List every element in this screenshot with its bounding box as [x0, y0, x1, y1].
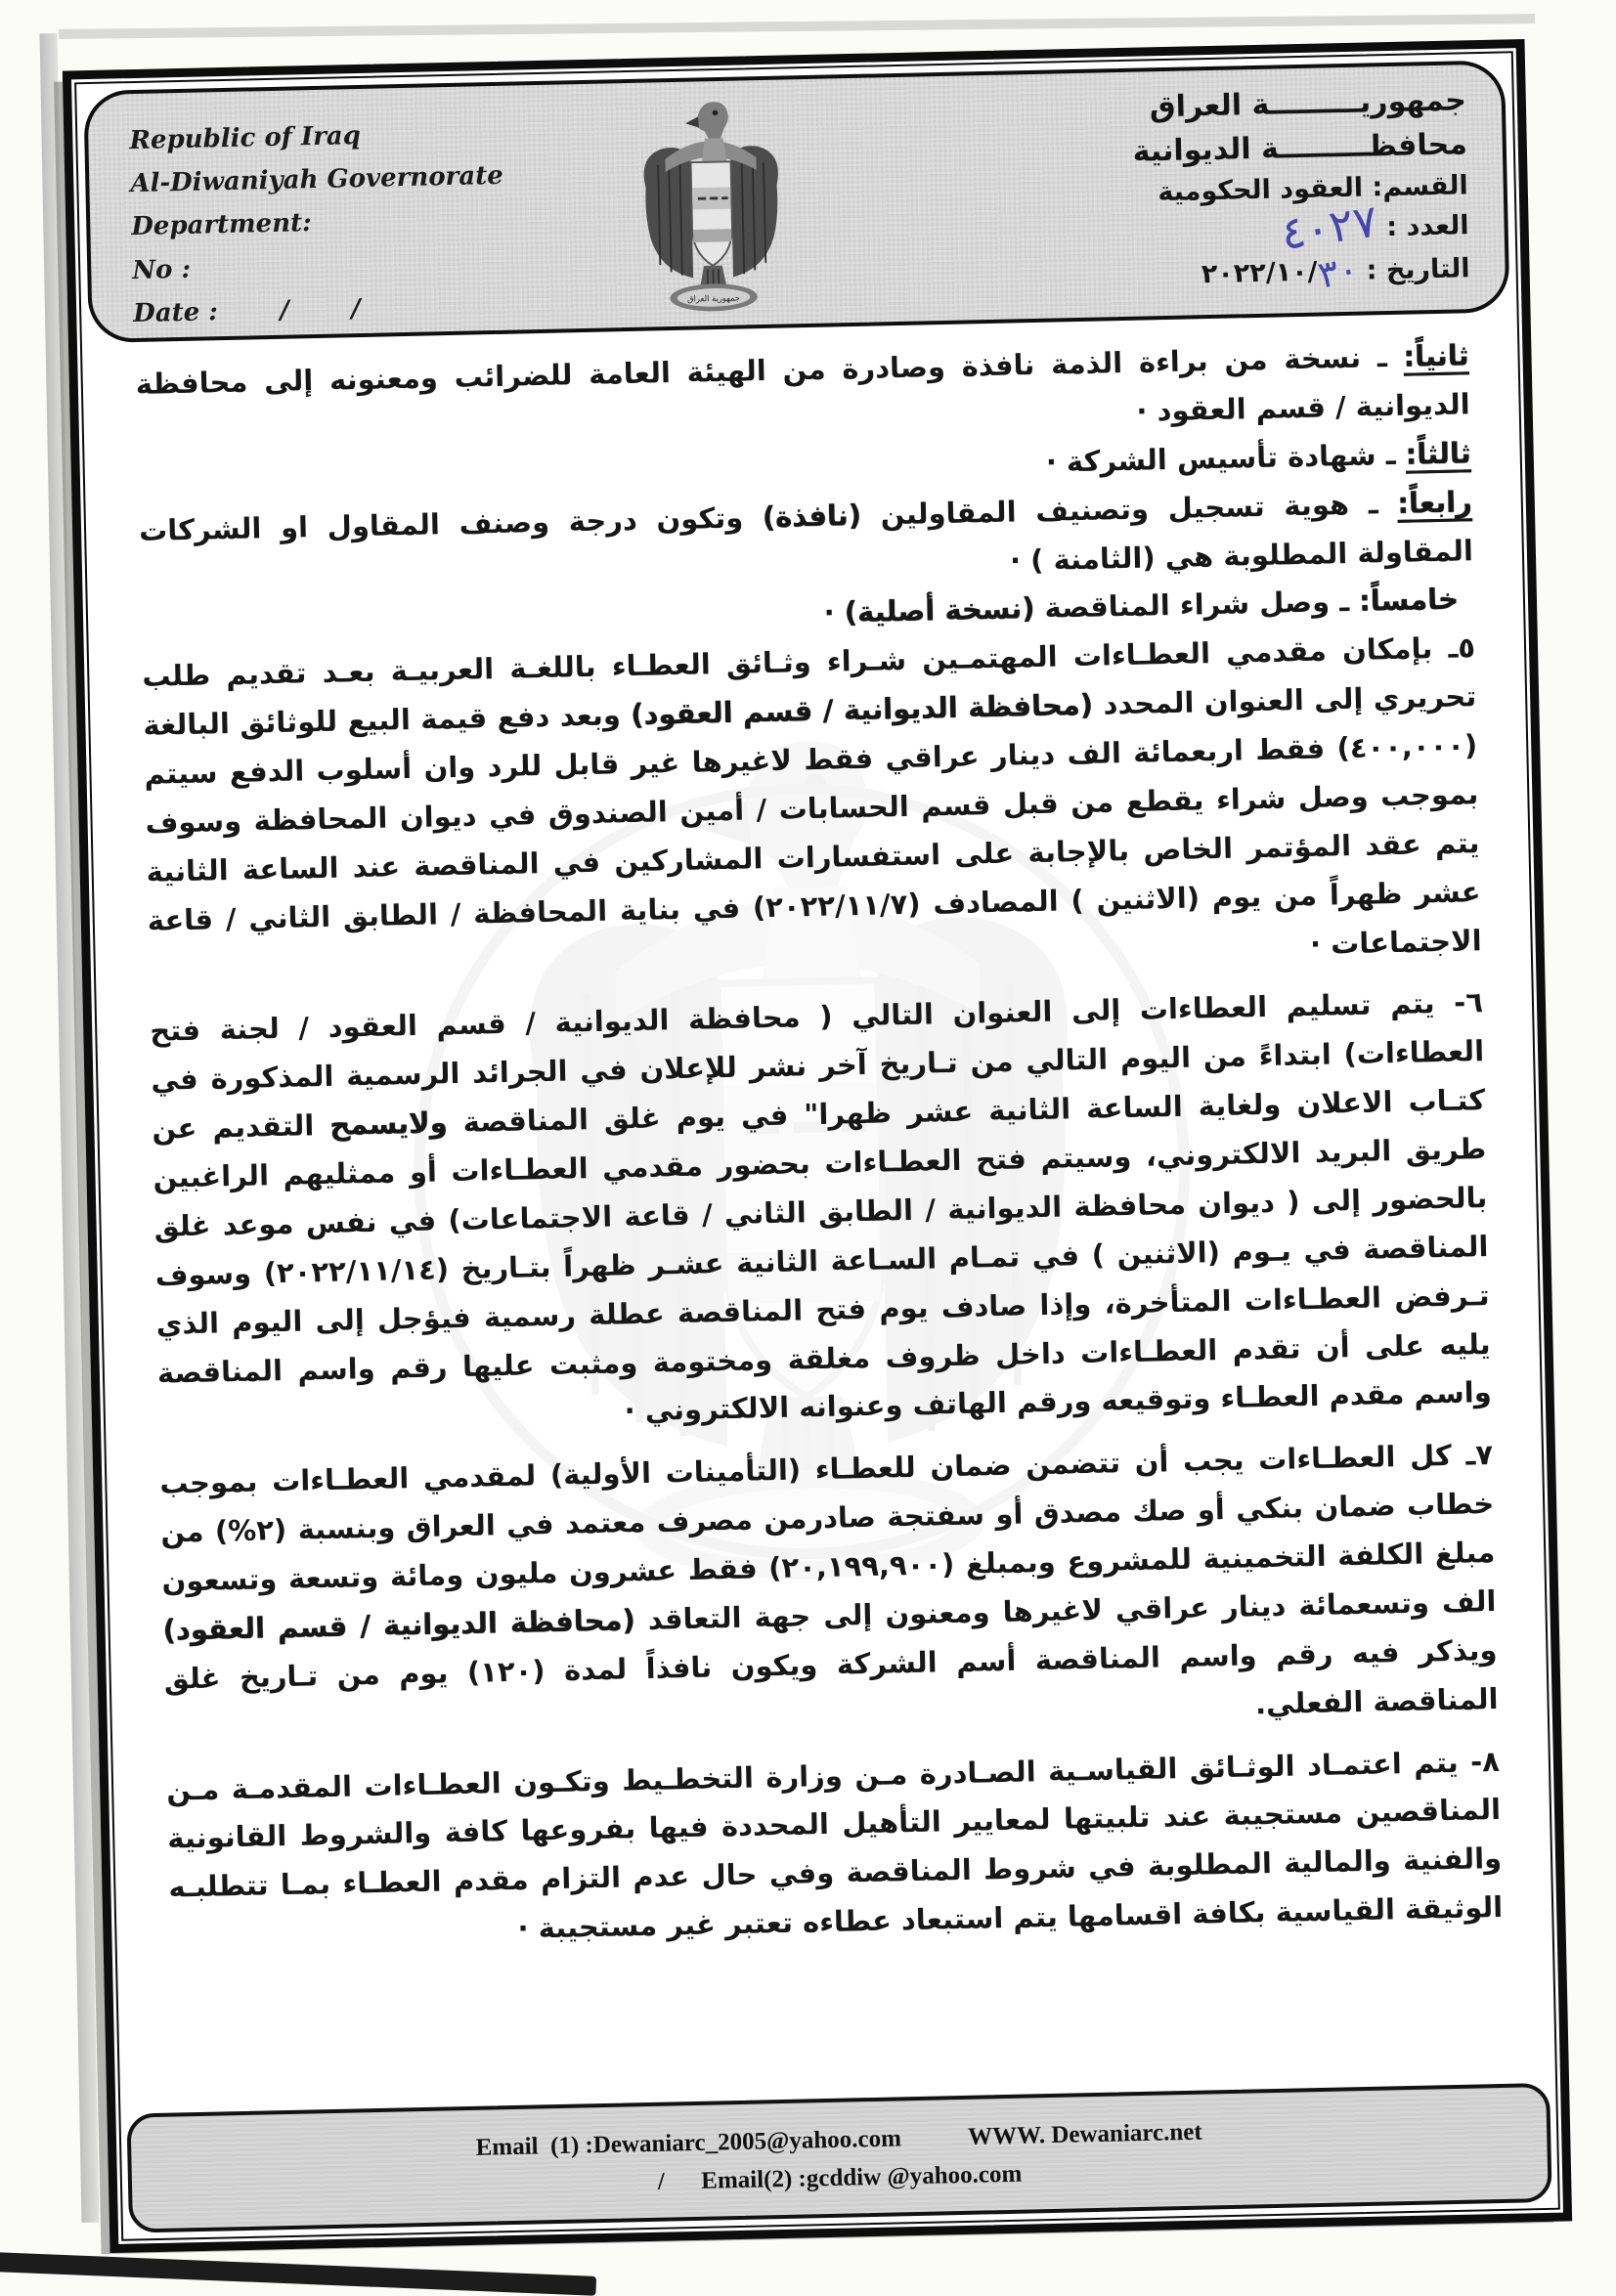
date-label: التاريخ :	[1366, 252, 1470, 286]
footer-email-line-2: / Email(2) :gcddiw @yahoo.com	[657, 2160, 1023, 2195]
paragraph	[166, 1737, 1504, 1961]
date-line	[1135, 246, 1470, 301]
letterhead-english-line: Al-Diwaniyah Governorate	[130, 160, 504, 199]
text-run: وتكون درجة وصنف المقاول او الشركات المقاولة المطلوبة هي (الثامنة ) ·	[138, 499, 1474, 578]
text-run: ·	[823, 595, 846, 630]
text-run: ـ هوية تسجيل وتصنيف المقاولين	[860, 486, 1398, 532]
iraq-eagle-emblem-icon	[609, 89, 814, 316]
text-run: خامساً:	[1358, 582, 1460, 619]
paragraph	[159, 1431, 1499, 1753]
text-run: ـ وصل شراء المناقصة	[1034, 585, 1360, 626]
letterhead-english-line: No :	[131, 254, 192, 285]
emblem-caption: جمهورية العراق	[687, 292, 741, 304]
letterhead-english	[129, 111, 506, 335]
text-run: ٨- يتم اعتمـاد الوثـائق القياسـية الصـادرة مـن وزارة التخطـيط وتكـون العطـاءات المقدمـة مـن المناقصين مستجيبة عند تلبيتها لمعايير التأهيل المحددة فيها بفروعها كافة والشروط القانونية والفنية والمالية المطلوبة في شروط المناقصة وفي حال عدم التزام مقدم العطـاء بمـا تتطلبـه الوثيقة القياسية بكافة اقسامها يتم استبعاد عطاءه تعتبر غير مستجيبة ·	[165, 1744, 1504, 1945]
text-run: ثانياً:	[1403, 338, 1469, 373]
text-run: (محافظة الديوانية / قسم العقود)	[630, 687, 1094, 732]
paragraph	[150, 978, 1492, 1447]
letterhead	[83, 60, 1509, 343]
letterhead-english-line: Republic of Iraq	[129, 120, 362, 156]
text-run: (نافذة)	[762, 498, 862, 534]
date-value-group	[1201, 246, 1363, 297]
text-run: التقديم عن طريق البريد الالكتروني، وسيتم فتح العطـاءات بحضور مقدمي العطـاءات أو ممثليهم الراغبين بالحضور إلى ( ديوان محافظة الديوانية / الطابق الثاني / قاعة الاجتماعات) في نفس موعد غلق المناقصة في يـوم (الاثنين ) في تمـام السـاعة الثانية عشـر ظهراً بتـاريخ (٢٠٢٢/١١/١٤) وسوف تـرفض العطـاءات المتأخرة، وإذا صادف يوم فتح المناقصة عطلة رسمية فيؤجل إلى اليوم الذي يليه على أن تقدم العطـاءات داخل ظروف مغلقة ومختومة ومثبت عليها رقم واسم المناقصة واسم مقدم العطـاء وتوقيعه ورقم الهاتف وعنوانه الالكتروني ·	[152, 1108, 1493, 1428]
letterhead-english-line: Date : / /	[132, 293, 361, 328]
document-frame	[63, 39, 1572, 2253]
number-line	[1134, 193, 1469, 260]
footer-email-line-1: Email (1) :Dewaniarc_2005@yahoo.com WWW. Dewaniarc.net	[475, 2118, 1202, 2161]
text-run: رابعاً:	[1397, 484, 1473, 520]
footer-contact-bar	[126, 2083, 1551, 2233]
document-body	[96, 317, 1542, 2092]
handwritten-date-day: ٣٠	[1314, 246, 1363, 297]
text-run: ـ نسخة من براءة الذمة نافذة وصادرة من الهيئة العامة للضرائب ومعنونه إلى محافظة الديوانية / قسم العقود ·	[135, 339, 1470, 428]
paragraph	[142, 624, 1482, 994]
document-inner-frame	[74, 51, 1560, 2241]
text-run: (محافظة الديوانية / قسم العقود)	[162, 1603, 636, 1647]
text-run: ٦- يتم تسليم العطاءات إلى العنوان التالي ( محافظة الديوانية / قسم العقود / لجنة فتح العطاءات) ابتداءً من اليوم التالي من تـاريخ آخر نشر للإعلان في الجرائد الرسمية المذكورة في كتـاب الاعلان ولغاية الساعة الثانية عشر ظهرا" في يوم غلق المناقصة	[149, 985, 1486, 1140]
republic-line-ar: جمهوريـــــــــة العراق	[1149, 83, 1467, 125]
text-run: ٧ـ كل العطـاءات يجب أن تتضمن ضمان للعطـاء (التأمينات الأولية) لمقدمي العطـاءات بموجب خطاب ضمان بنكي أو صك مصدق أو سفتجة صادرمن مصرف معتمد في العراق وبنسبة (٢%) من مبلغ الكلفة التخمينية للمشروع وبمبلغ (٢٠,١٩٩,٩٠٠) فقط عشرون مليون ومائة وتسعة وتسعون الف وتسعمائة دينار عراقي لاغيرها ومعنون إلى جهة التعاقد	[159, 1438, 1497, 1637]
text-run: ولايسمح	[328, 1105, 449, 1142]
text-run: ثالثاً:	[1405, 435, 1472, 471]
text-run: (نسخة أصلية)	[844, 591, 1035, 629]
scan-edge-artifact-bottom	[0, 2251, 596, 2296]
letterhead-english-line: Department:	[130, 208, 313, 242]
letterhead-arabic	[1131, 78, 1470, 301]
scan-edge-artifact-top	[59, 14, 1535, 39]
text-run: وبعد دفع قيمة البيع للوثائق البالغة (٤٠٠,٠٠٠) فقط اربعمائة الف دينار عراقي فقط لاغيرها غير قابل للرد وان أسلوب الدفع سيتم بموجب وصل شراء يقطع من قبل قسم الحسابات / أمين الصندوق في ديوان المحافظة وسوف يتم عقد المؤتمر الخاص بالإجابة على استفسارات المشاركين في المناقصة عند الساعة الثانية عشر ظهراً من يوم (الاثنين ) المصادف (٢٠٢٢/١١/٧) في بناية المحافظة / الطابق الثاني / قاعة الاجتماعات ·	[143, 698, 1482, 961]
text-run: ٥ـ بإمكان مقدمي العطـاءات المهتمـين شـراء وثـائق العطـاء باللغـة العربيـة بعـد تقديم طلب تحريري إلى العنوان المحدد	[141, 630, 1477, 721]
governorate-line-ar: محافظـــــــــة الديوانية	[1132, 127, 1468, 169]
number-label: العدد :	[1385, 209, 1469, 242]
text-run: ـ شهادة تأسيس الشركة ·	[1045, 437, 1407, 479]
handwritten-number: ٤٠٢٧	[1278, 193, 1381, 260]
date-printed: ٢٠٢٢/١٠/	[1201, 256, 1318, 289]
text-run: ويذكر فيه رقم واسم المناقصة أسم الشركة ويكون نافذاً لمدة (١٢٠) يوم من تـاريخ غلق المناقصة الفعلي.	[163, 1632, 1499, 1720]
department-line-ar: القسم: العقود الحكومية	[1157, 170, 1469, 208]
